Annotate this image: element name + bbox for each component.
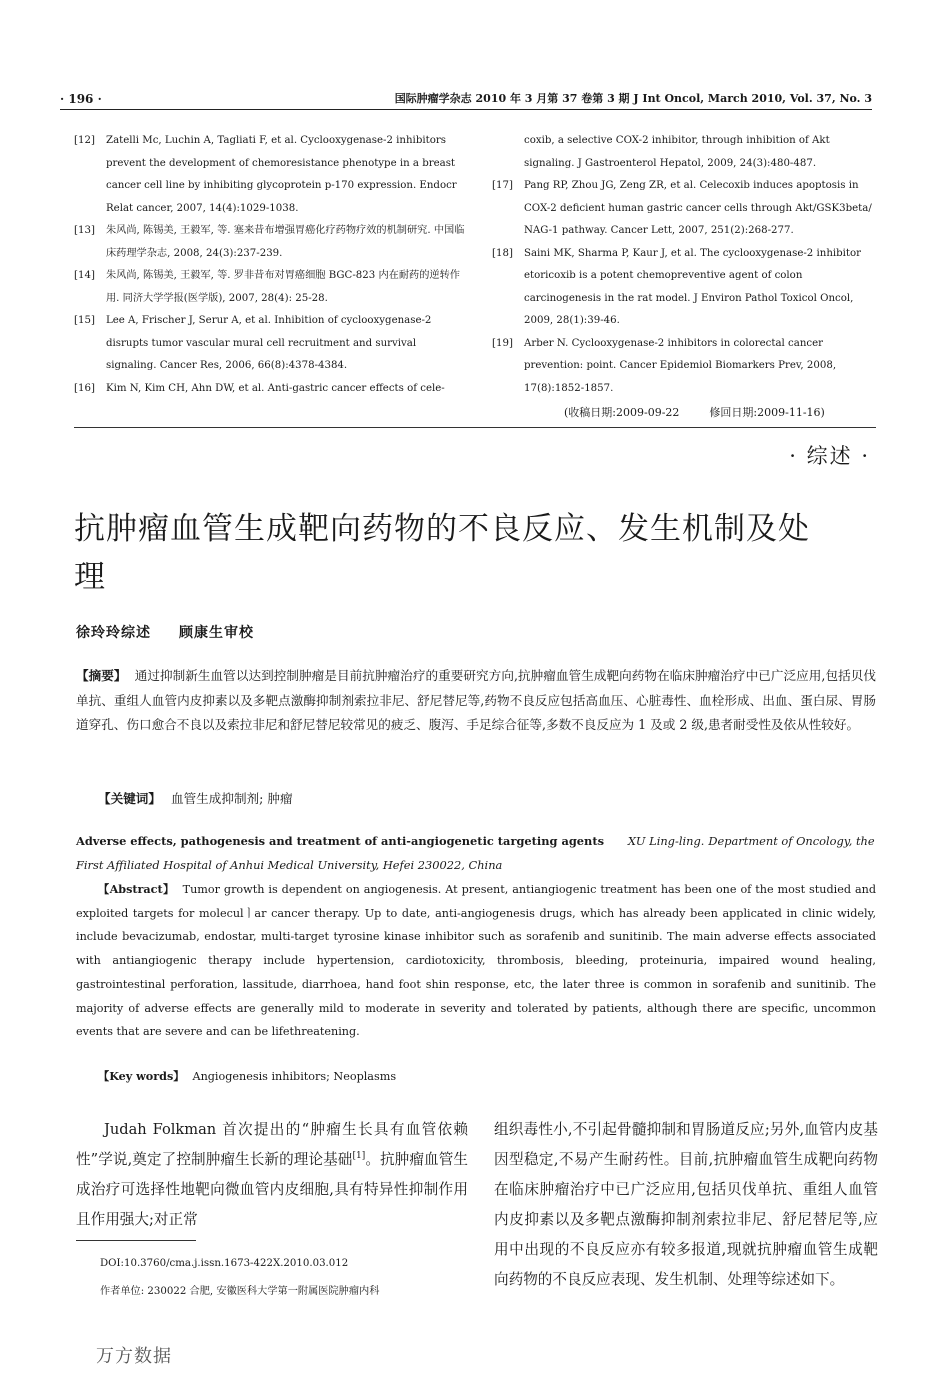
reference-item: [14] 朱风尚, 陈锡美, 王毅军, 等. 罗非昔布对胃癌细胞 BGC-823 内在耐药的逆转作用. 同济大学学报(医学版), 2007, 28(4): 25-28. xyxy=(74,270,460,304)
keywords-text: 血管生成抑制剂; 肿瘤 xyxy=(170,791,293,806)
section-tag: · 综述 · xyxy=(789,444,870,468)
footnote-author-unit: 作者单位: 230022 合肥, 安徽医科大学第一附属医院肿瘤内科 xyxy=(100,1286,380,1297)
watermark: 万方数据 xyxy=(96,1346,172,1367)
reviewer-name: 徐玲玲综述 xyxy=(76,625,151,641)
reference-item: [18] Saini MK, Sharma P, Kaur J, et al. The cyclooxygenase-2 inhibitor etoricoxib is a potent chemopreventive agent of colon carcinogenesis in the rat model. J Environ Pathol Toxicol Oncol, 2009, 28(1):39-46. xyxy=(492,247,862,326)
body-text-right: 组织毒性小,不引起骨髓抑制和胃肠道反应;另外,血管内皮基因型稳定,不易产生耐药性。目前,抗肿瘤血管生成靶向药物在临床肿瘤治疗中已广泛应用,包括贝伐单抗、重组人血管内皮抑素以及多靶点激酶抑制剂索拉非尼、舒尼替尼等,应用中出现的不良反应亦有较多报道,现就抗肿瘤血管生成靶向药物的不良反应表现、发生机制、处理等综述如下。 xyxy=(494,1121,878,1288)
reference-item: [15] Lee A, Frischer J, Serur A, et al. Inhibition of cyclooxygenase-2 disrupts tumor vascular mural cell recruitment and survival signaling. Cancer Res, 2006, 66(8):4378-4384. xyxy=(74,315,432,371)
footnote-rule xyxy=(76,1240,196,1241)
reference-item: [12] Zatelli Mc, Luchin A, Tagliati F, et al. Cyclooxygenase-2 inhibitors prevent the development of chemoresistance phenotype in a breast cancer cell line by inhibiting glycoprotein p-170 expression. Endocr Relat cancer, 2007, 14(4):1029-1038. xyxy=(74,135,457,214)
authors xyxy=(76,622,254,642)
keywords-english xyxy=(98,1068,396,1084)
abstract-text: 通过抑制新生血管以达到控制肿瘤是目前抗肿瘤治疗的重要研究方向,抗肿瘤血管生成靶向药物在临床肿瘤治疗中已广泛应用,包括贝伐单抗、重组人血管内皮抑素以及多靶点激酶抑制剂索拉非尼、舒尼替尼等,药物不良反应包括高血压、心脏毒性、血栓形成、出血、蛋白尿、胃肠道穿孔、伤口愈合不良以及索拉非尼和舒尼替尼较常见的疲乏、腹泻、手足综合征等,多数不良反应为 1 及或 2 级,患者耐受性及依从性较好。 xyxy=(76,668,876,732)
header-rule xyxy=(60,109,872,110)
page-number: · 196 · xyxy=(60,92,102,106)
citation-marker: [1] xyxy=(352,1151,366,1162)
article-title: 抗肿瘤血管生成靶向药物的不良反应、发生机制及处理 xyxy=(74,511,810,595)
reference-item: [19] Arber N. Cyclooxygenase-2 inhibitors in colorectal cancer prevention: point. Cancer Epidemiol Biomarkers Prev, 2008, 17(8):1852-1857. xyxy=(492,337,837,394)
keywords-chinese xyxy=(98,788,293,807)
references-right-column xyxy=(492,130,878,425)
received-revised-dates xyxy=(492,402,878,425)
body-text-left: Judah Folkman 首次提出的“肿瘤生长具有血管依赖性”学说,奠定了控制肿瘤生长新的理论基础[1]。抗肿瘤血管生成治疗可选择性地靶向微血管内皮细胞,具有特异性抑制作用且作用强大;对正常 xyxy=(76,1121,468,1228)
reference-item: [16] Kim N, Kim CH, Ahn DW, et al. Anti-gastric cancer effects of cele- xyxy=(74,382,445,394)
english-abstract-label: 【Abstract】 xyxy=(98,882,175,896)
english-title: Adverse effects, pathogenesis and treatment of anti-angiogenetic targeting agents xyxy=(76,834,605,848)
english-keywords-label: 【Key words】 xyxy=(98,1069,185,1083)
received-date: (收稿日期:2009-09-22 xyxy=(564,406,680,419)
abstract-chinese xyxy=(76,664,876,738)
section-divider xyxy=(74,427,876,428)
english-title-block xyxy=(76,830,876,877)
abstract-label: 【摘要】 xyxy=(76,668,127,683)
keywords-label: 【关键词】 xyxy=(98,791,161,806)
reference-item: [17] Pang RP, Zhou JG, Zeng ZR, et al. Celecoxib induces apoptosis in COX-2 deficient human gastric cancer cells through Akt/GSK3beta/ NAG-1 pathway. Cancer Lett, 2007, 251(2):268-277. xyxy=(492,180,872,236)
footnote-doi: DOI:10.3760/cma.j.issn.1673-422X.2010.03.012 xyxy=(100,1258,349,1269)
english-keywords-text: Angiogenesis inhibitors; Neoplasms xyxy=(192,1070,397,1083)
references-left-column xyxy=(74,130,466,400)
reference-item: coxib, a selective COX-2 inhibitor, through inhibition of Akt signaling. J Gastroenterol Hepatol, 2009, 24(3):480-487. xyxy=(524,135,830,169)
running-head: 国际肿瘤学杂志 2010 年 3 月第 37 卷第 3 期 J Int Oncol, March 2010, Vol. 37, No. 3 xyxy=(394,92,872,105)
english-abstract-text: Tumor growth is dependent on angiogenesis. At present, antiangiogenic treatment has been one of the most studied and exploited targets for moleculㅣar cancer therapy. Up to date, anti-angiogenesis drugs, which has already been applicated in clinic widely, include bevacizumab, endostar, multi-target tyrosine kinase inhibitor such as sorafenib and sunitinib. The main adverse effects associated with antiangiogenic therapy include hypertension, cardiotoxicity, thrombosis, bleeding, proteinuria, impaired wound healing, gastrointestinal perforation, lassitude, diarrhoea, hand foot shin response, etc, the later three is common in sorafenib and sunitinib. The majority of adverse effects are generally mild to moderate in severity and tolerated by patients, although there are specific, uncommon events that are severe and can be lifethreatening. xyxy=(76,883,876,1039)
reference-item: [13] 朱风尚, 陈锡美, 王毅军, 等. 塞来昔布增强胃癌化疗药物疗效的机制研究. 中国临床药理学杂志, 2008, 24(3):237-239. xyxy=(74,225,465,259)
abstract-english xyxy=(76,878,876,1044)
checker-name: 顾康生审校 xyxy=(179,625,254,641)
revised-date: 修回日期:2009-11-16) xyxy=(709,406,825,419)
english-affiliation: Department of Oncology, the First Affiliated Hospital of Anhui Medical University, Hefei 230022, China xyxy=(76,834,875,872)
english-author: XU Ling-ling. xyxy=(627,834,705,848)
